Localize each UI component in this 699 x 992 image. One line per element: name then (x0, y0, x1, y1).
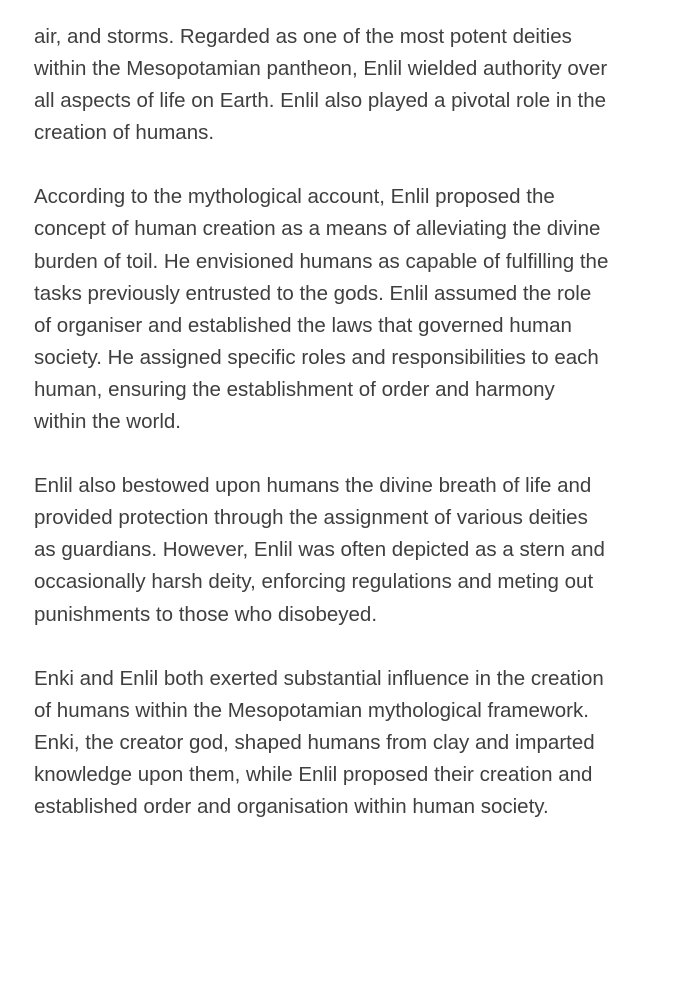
text-line: of organiser and established the laws that governed human (34, 313, 572, 337)
text-line: air, and storms. Regarded as one of the most potent deities (34, 25, 572, 48)
paragraph (34, 21, 670, 149)
text-line: human, ensuring the establishment of order and harmony (34, 377, 555, 401)
text-line: creation of humans. (34, 121, 215, 145)
text-line: all aspects of life on Earth. Enlil also played a pivotal role in the (34, 89, 607, 113)
text-line: tasks previously entrusted to the gods. Enlil assumed the role (34, 281, 592, 305)
text-line: provided protection through the assignment of various deities (34, 506, 588, 530)
text-line: society. He assigned specific roles and responsibilities to each (34, 345, 599, 369)
text-line: knowledge upon them, while Enlil proposed their creation and (34, 762, 593, 786)
text-line: within the Mesopotamian pantheon, Enlil wielded authority over (34, 57, 608, 81)
text-line: Enlil also bestowed upon humans the divine breath of life and (34, 474, 592, 498)
paragraph (34, 663, 670, 823)
article-body (34, 21, 670, 855)
text-line: Enki and Enlil both exerted substantial influence in the creation (34, 666, 604, 690)
paragraph (34, 470, 670, 630)
text-line: occasionally harsh deity, enforcing regulations and meting out (34, 570, 594, 594)
text-line: as guardians. However, Enlil was often depicted as a stern and (34, 538, 605, 562)
text-line: established order and organisation within human society. (34, 794, 549, 818)
text-line: concept of human creation as a means of alleviating the divine (34, 217, 601, 241)
text-line: within the world. (34, 410, 181, 434)
text-line: According to the mythological account, Enlil proposed the (34, 185, 555, 209)
text-line: burden of toil. He envisioned humans as capable of fulfilling the (34, 249, 609, 273)
text-line: Enki, the creator god, shaped humans from clay and imparted (34, 730, 595, 754)
text-line: punishments to those who disobeyed. (34, 602, 378, 626)
text-line: of humans within the Mesopotamian mythological framework. (34, 698, 589, 722)
paragraph (34, 181, 670, 438)
